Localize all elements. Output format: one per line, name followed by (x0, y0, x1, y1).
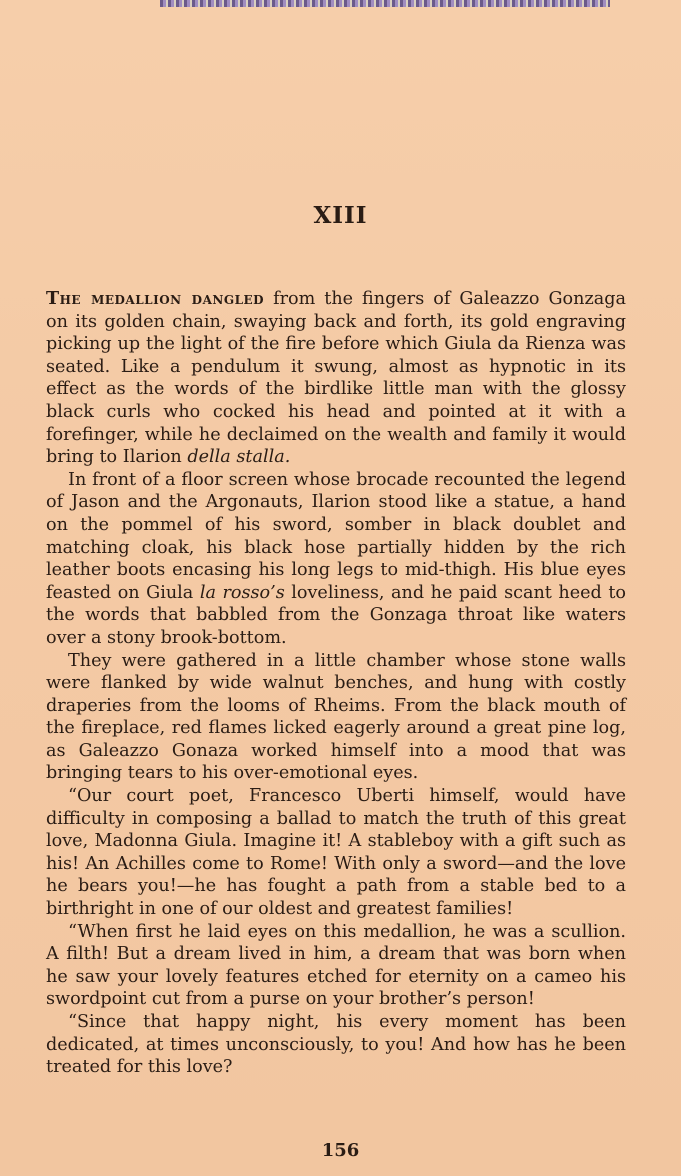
chapter-heading: XIII (313, 202, 368, 229)
page-number: 156 (321, 1140, 360, 1161)
paragraph-2-text: In front of a floor screen whose brocade recounted the legend of Jason and the Argonauts, Ilarion stood like a statue, a hand on the pommel of his sword, somber in black doublet and matching cloak, his black hose partially hidden by the rich leather boots encasing his long legs to mid-thigh. His blue eyes feasted on Giula (46, 469, 626, 603)
page-top-edge-strip (160, 0, 610, 7)
paragraph-6: “Since that happy night, his every moment has been dedicated, at times unconsciously, to you! And how has he been treated for this love? (46, 1012, 626, 1078)
paragraph-1-text: from the fingers of Galeazzo Gonzaga on its golden chain, swaying back and forth, its gold engraving picking up the light of the fire before which Giula da Rienza was seated. Like a pendulum it swung, almost as hypnotic in its effect as the words of the birdlike little man with the glossy black curls who cocked his head and pointed at it with a forefinger, while he declaimed on the wealth and family it would bring to Ilarion (46, 289, 626, 468)
paragraph-1 (46, 288, 626, 469)
paragraph-2-tail: loveliness, and he paid scant heed to the words that babbled from the Gonzaga throat like waters over a stony brook-bottom. (46, 582, 626, 648)
paragraph-5: “When first he laid eyes on this medallion, he was a scullion. A filth! But a dream lived in him, a dream that was born when he saw your lovely features etched for eternity on a cameo his swordpoint cut from a purse on your brother’s person! (46, 921, 626, 1010)
paragraph-3: They were gathered in a little chamber whose stone walls were flanked by wide walnut benches, and hung with costly draperies from the looms of Rheims. From the black mouth of the fireplace, red flames licked eagerly around a great pine log, as Galeazzo Gonaza worked himself into a mood that was bringing tears to his over-emotional eyes. (46, 650, 626, 784)
paragraph-2 (46, 469, 626, 650)
paragraph-1-italic: della stalla. (187, 447, 291, 468)
body-text (46, 288, 626, 1079)
lead-in-smallcaps: The medallion dangled (46, 288, 265, 309)
paragraph-2-italic: la rosso’s (199, 582, 285, 603)
paragraph-4: “Our court poet, Francesco Uberti himself, would have difficulty in composing a ballad to match the truth of this great love, Madonna Giula. Imagine it! A stableboy with a gift such as his! An Achilles come to Rome! With only a sword—and the love he bears you!—he has fought a path from a stable bed to a birthright in one of our oldest and greatest families! (46, 786, 626, 920)
